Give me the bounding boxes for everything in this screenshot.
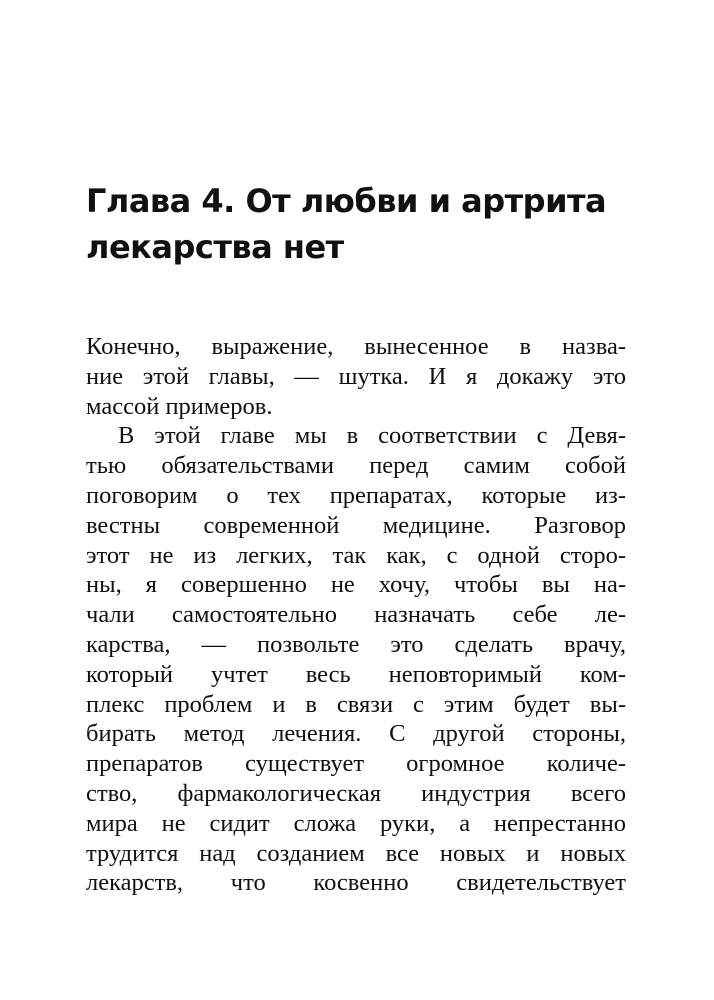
body-text [86, 332, 626, 898]
text-line: массой примеров. [86, 392, 273, 420]
text-line: который учтет весь неповторимый ком- [86, 660, 626, 688]
text-line: поговорим о тех препаратах, которые из- [86, 481, 626, 509]
text-line: этот не из легких, так как, с одной сторо- [86, 541, 626, 569]
text-line: чали самостоятельно назначать себе ле- [86, 601, 626, 629]
text-line: Конечно, выражение, вынесенное в назва- [86, 333, 626, 360]
text-line: трудится над созданием все новых и новых [86, 839, 626, 867]
chapter-title-line: Глава 4. От любви и артрита [86, 182, 607, 220]
chapter-title-line: лекарства нет [86, 228, 344, 266]
text-line: лекарств, что косвенно свидетельствует [86, 869, 626, 897]
text-line: ние этой главы, — шутка. И я докажу это [86, 362, 626, 390]
text-line: карства, — позвольте это сделать врачу, [86, 630, 626, 658]
text-line: тью обязательствами перед самим собой [86, 452, 626, 480]
text-line: вестны современной медицине. Разговор [86, 511, 626, 539]
text-line: ство, фармакологическая индустрия всего [86, 779, 626, 807]
chapter-title [86, 178, 646, 270]
text-line: ны, я совершенно не хочу, чтобы вы на- [86, 571, 626, 599]
text-line: бирать метод лечения. С другой стороны, [86, 720, 626, 748]
text-line: плекс проблем и в связи с этим будет вы- [86, 690, 626, 718]
text-line: В этой главе мы в соответствии с Девя- [118, 422, 626, 450]
text-line: препаратов существует огромное количе- [86, 750, 626, 778]
text-line: мира не сидит сложа руки, а непрестанно [86, 809, 626, 837]
